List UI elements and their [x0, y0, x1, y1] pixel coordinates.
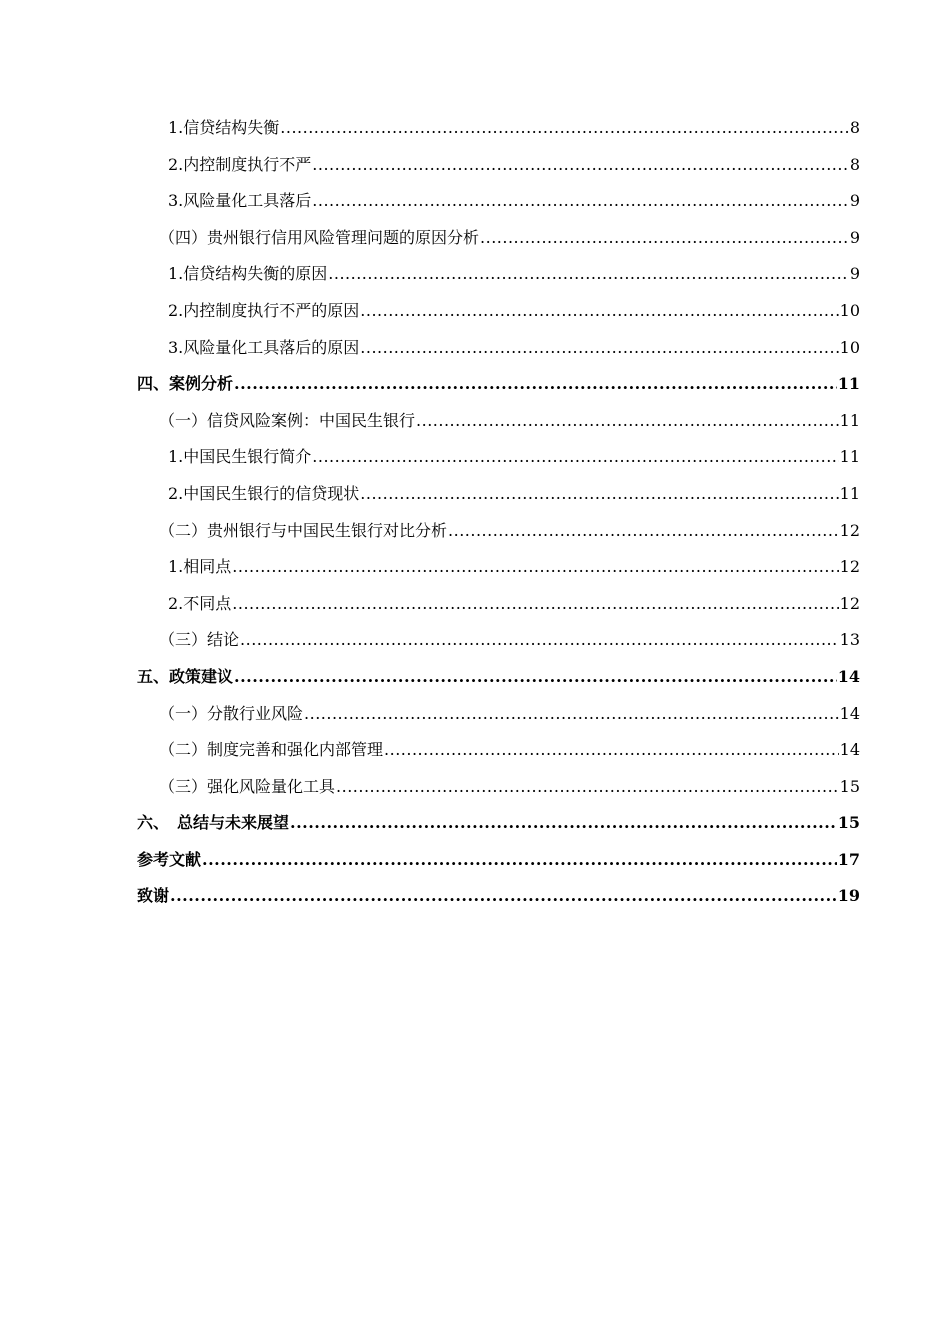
- toc-dot-leader: [448, 513, 839, 550]
- toc-entry[interactable]: [137, 330, 860, 367]
- toc-entry-page: 11: [839, 410, 860, 430]
- toc-entry[interactable]: [137, 403, 860, 440]
- toc-entry-page: 12: [839, 520, 860, 540]
- toc-dot-leader: [360, 293, 838, 330]
- toc-entry-title: （三）结论: [159, 630, 240, 650]
- toc-dot-leader: [170, 878, 837, 915]
- toc-entry[interactable]: [137, 439, 860, 476]
- toc-entry-page: 10: [839, 337, 860, 357]
- toc-entry-title: 参考文献: [137, 849, 202, 869]
- toc-entry[interactable]: [137, 659, 860, 696]
- toc-dot-leader: [232, 549, 838, 586]
- toc-dot-leader: [202, 842, 837, 879]
- toc-entry-title: （二）制度完善和强化内部管理: [159, 740, 384, 760]
- toc-entry[interactable]: [137, 805, 860, 842]
- toc-dot-leader: [304, 696, 839, 733]
- toc-entry-page: 11: [839, 483, 860, 503]
- toc-dot-leader: [234, 659, 837, 696]
- toc-dot-leader: [360, 476, 838, 513]
- toc-entry-page: 14: [837, 666, 860, 686]
- toc-dot-leader: [336, 769, 839, 806]
- toc-entry-page: 8: [849, 154, 860, 174]
- toc-entry-title: 1.信贷结构失衡的原因: [168, 264, 328, 284]
- toc-entry[interactable]: [137, 256, 860, 293]
- toc-entry[interactable]: [137, 586, 860, 623]
- toc-entry-title: 2.内控制度执行不严的原因: [168, 300, 360, 320]
- toc-entry[interactable]: [137, 769, 860, 806]
- toc-entry-page: 12: [839, 557, 860, 577]
- toc-entry-page: 9: [849, 191, 860, 211]
- toc-dot-leader: [234, 366, 837, 403]
- toc-entry-title: 1.相同点: [168, 557, 232, 577]
- toc-entry-title: 2.内控制度执行不严: [168, 154, 312, 174]
- toc-entry-title: 致谢: [137, 886, 170, 906]
- table-of-contents: [137, 110, 860, 915]
- toc-entry-page: 13: [839, 630, 860, 650]
- toc-entry-title: 2.不同点: [168, 593, 232, 613]
- toc-dot-leader: [360, 330, 838, 367]
- toc-entry-page: 17: [837, 849, 860, 869]
- toc-entry-page: 15: [839, 776, 860, 796]
- toc-entry[interactable]: [137, 293, 860, 330]
- toc-entry[interactable]: [137, 513, 860, 550]
- toc-dot-leader: [416, 403, 839, 440]
- toc-dot-leader: [232, 586, 838, 623]
- toc-dot-leader: [240, 622, 839, 659]
- toc-entry-page: 12: [839, 593, 860, 613]
- toc-entry-page: 9: [849, 227, 860, 247]
- toc-entry-title: 四、案例分析: [137, 374, 234, 394]
- toc-dot-leader: [312, 183, 849, 220]
- toc-entry-page: 11: [839, 447, 860, 467]
- toc-entry-title: （一）信贷风险案例：中国民生银行: [159, 410, 416, 430]
- toc-entry-page: 15: [837, 813, 860, 833]
- toc-entry-page: 14: [839, 703, 860, 723]
- toc-entry[interactable]: [137, 622, 860, 659]
- toc-entry-title: 2.中国民生银行的信贷现状: [168, 483, 360, 503]
- toc-entry-title: （三）强化风险量化工具: [159, 776, 336, 796]
- toc-entry-title: 1.中国民生银行简介: [168, 447, 312, 467]
- toc-entry-page: 19: [837, 886, 860, 906]
- toc-entry-page: 8: [849, 118, 860, 137]
- toc-entry-title: 六、 总结与未来展望: [137, 813, 290, 833]
- toc-dot-leader: [480, 220, 849, 257]
- toc-entry-title: （二）贵州银行与中国民生银行对比分析: [159, 520, 448, 540]
- toc-entry-page: 14: [839, 740, 860, 760]
- toc-entry-title: 3.风险量化工具落后: [168, 191, 312, 211]
- toc-entry-title: （一）分散行业风险: [159, 703, 304, 723]
- toc-entry[interactable]: [137, 842, 860, 879]
- toc-entry-page: 11: [837, 374, 860, 394]
- toc-entry-title: 1.信贷结构失衡: [168, 118, 280, 137]
- toc-entry[interactable]: [137, 110, 860, 147]
- toc-entry-page: 10: [839, 300, 860, 320]
- toc-entry[interactable]: [137, 732, 860, 769]
- toc-dot-leader: [290, 805, 837, 842]
- toc-entry[interactable]: [137, 549, 860, 586]
- toc-entry[interactable]: [137, 220, 860, 257]
- toc-entry-page: 9: [849, 264, 860, 284]
- toc-entry[interactable]: [137, 147, 860, 184]
- toc-dot-leader: [280, 110, 849, 147]
- toc-entry[interactable]: [137, 476, 860, 513]
- toc-entry-title: （四）贵州银行信用风险管理问题的原因分析: [159, 227, 480, 247]
- toc-dot-leader: [384, 732, 839, 769]
- toc-dot-leader: [312, 439, 838, 476]
- toc-entry-title: 3.风险量化工具落后的原因: [168, 337, 360, 357]
- toc-entry[interactable]: [137, 183, 860, 220]
- toc-dot-leader: [312, 147, 849, 184]
- toc-entry[interactable]: [137, 878, 860, 915]
- toc-dot-leader: [328, 256, 849, 293]
- toc-entry[interactable]: [137, 696, 860, 733]
- toc-entry-title: 五、政策建议: [137, 666, 234, 686]
- toc-entry[interactable]: [137, 366, 860, 403]
